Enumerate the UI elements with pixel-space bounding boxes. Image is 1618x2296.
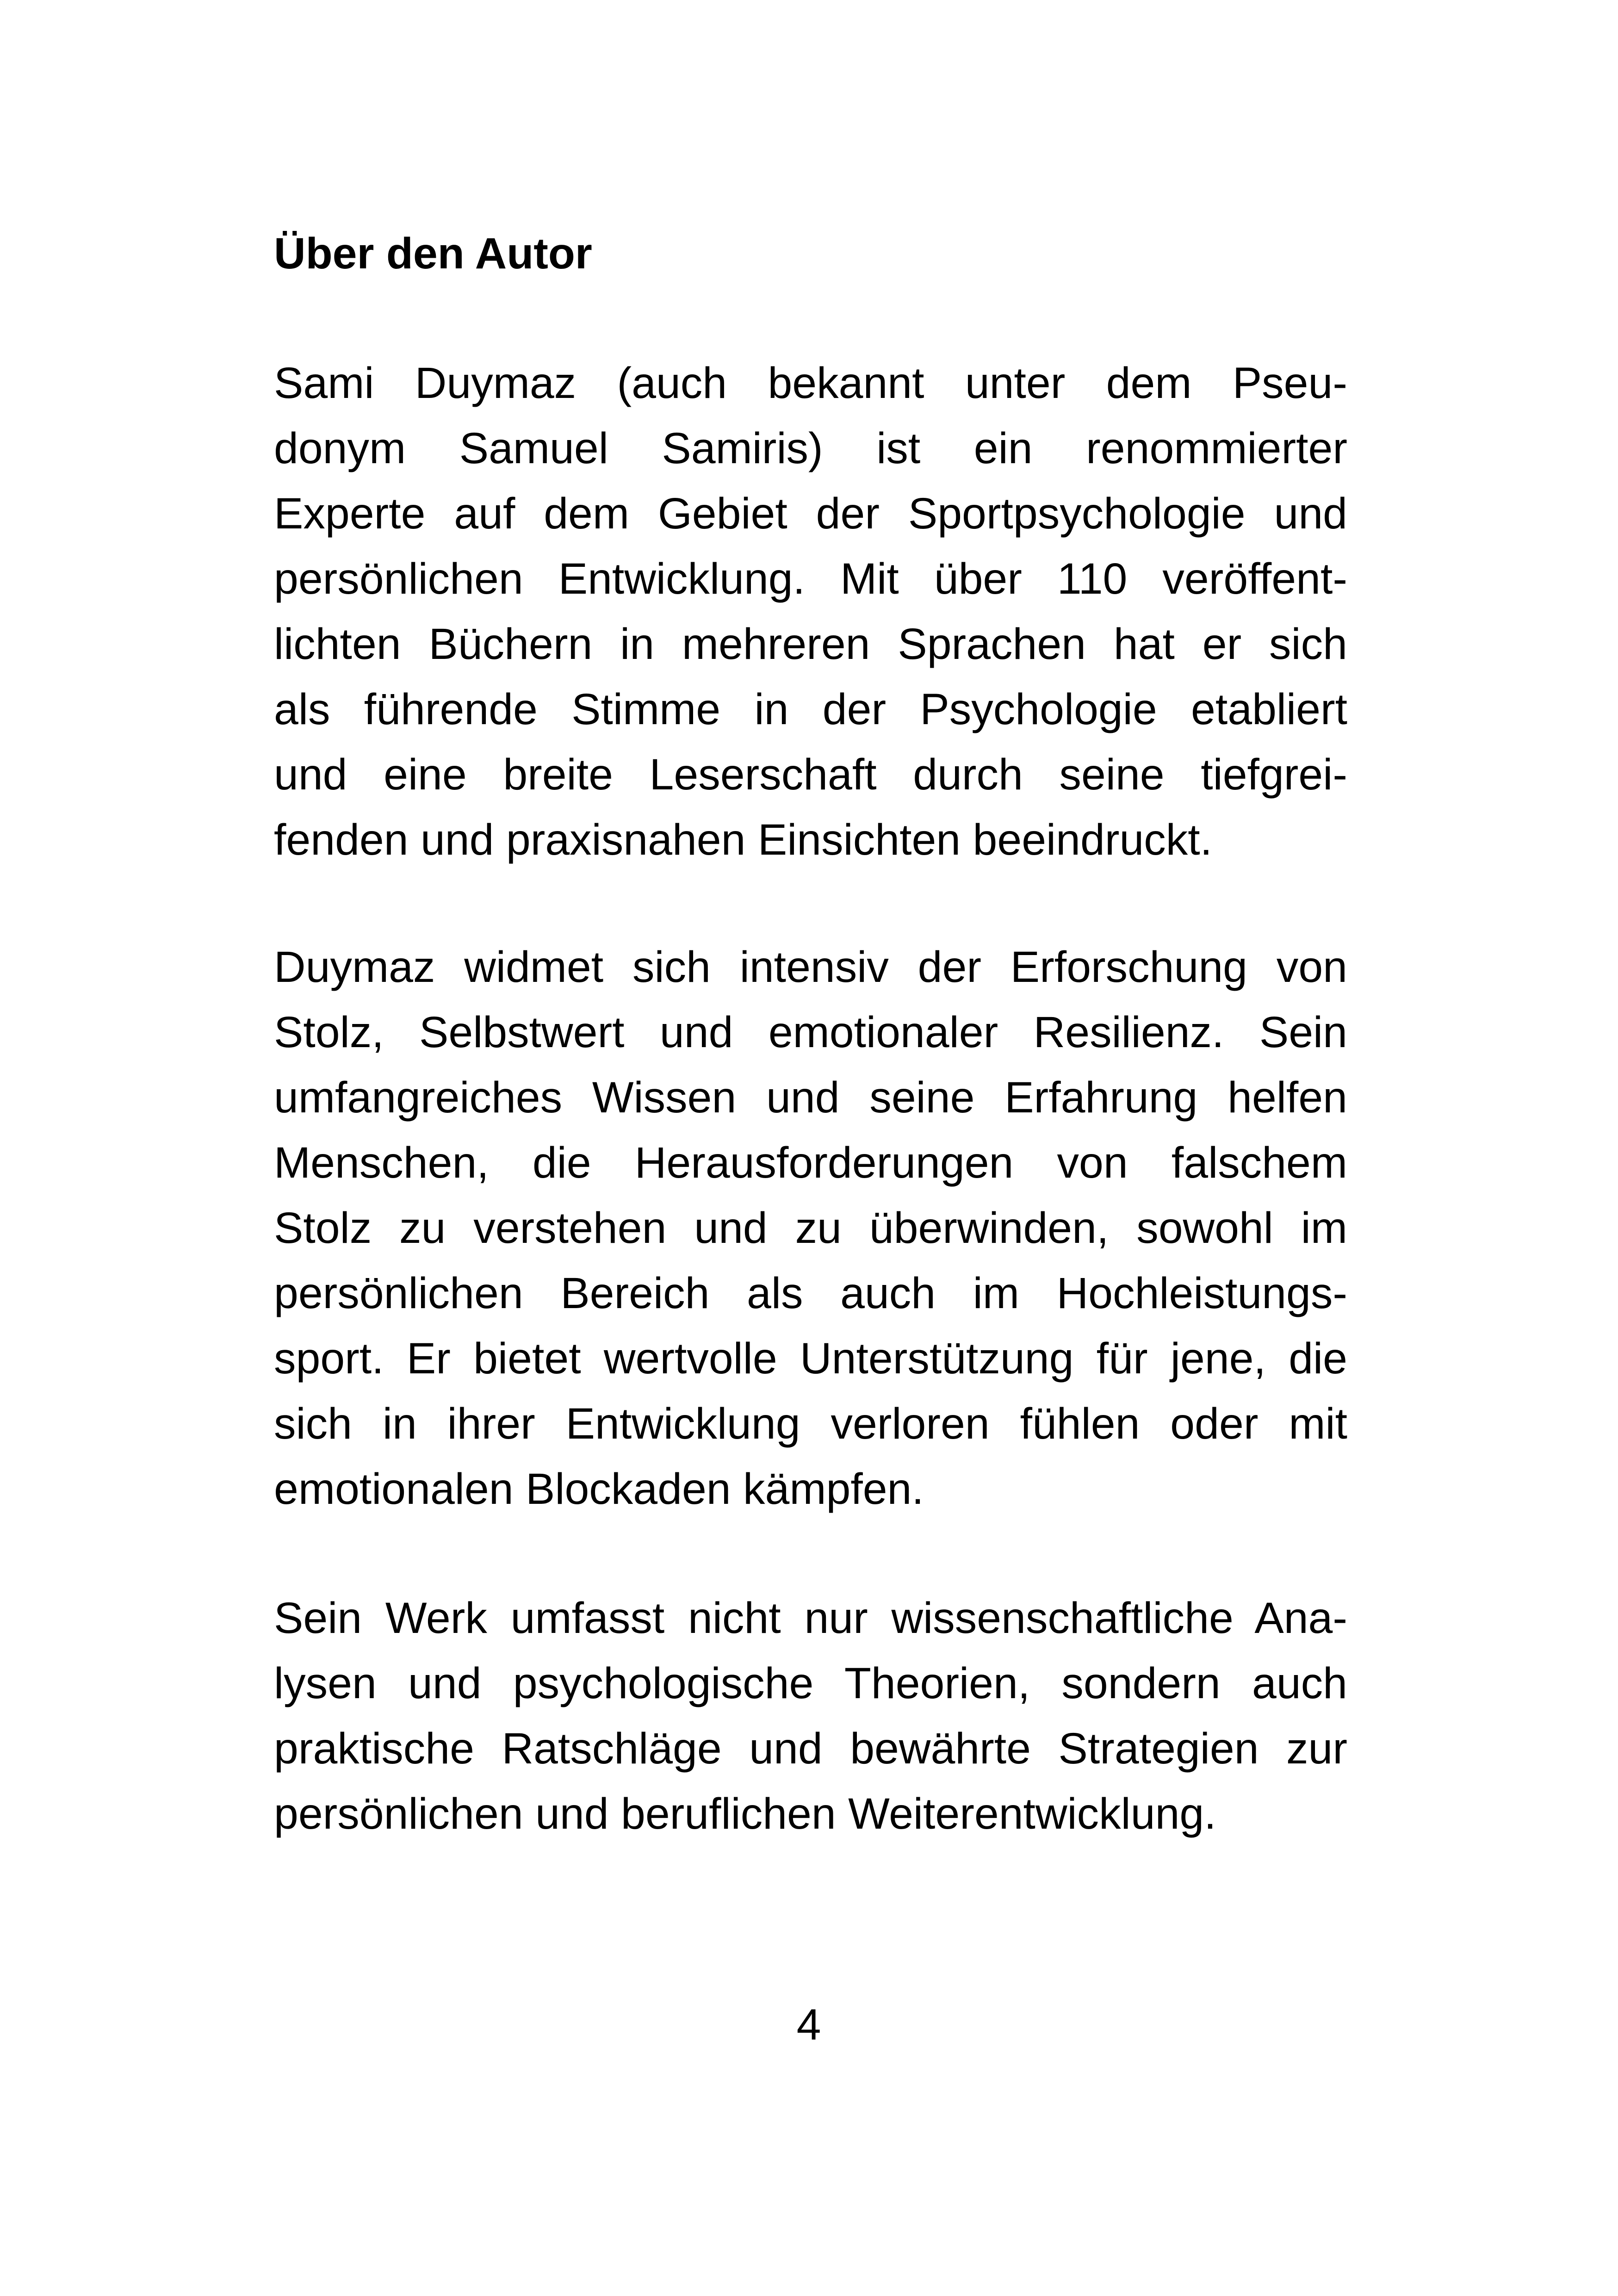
text-line: Duymaz widmet sich intensiv der Erforschung von [274, 943, 1347, 992]
text-line: lichten Büchern in mehreren Sprachen hat er sich [274, 620, 1347, 669]
text-line: persönlichen und beruflichen Weiterentwicklung. [274, 1789, 1216, 1838]
text-line: Sein Werk umfasst nicht nur wissenschaftliche Ana- [274, 1594, 1347, 1643]
text-line: fenden und praxisnahen Einsichten beeindruckt. [274, 815, 1213, 864]
text-line: sich in ihrer Entwicklung verloren fühlen oder mit [274, 1399, 1347, 1448]
text-line: und eine breite Leserschaft durch seine tiefgrei- [274, 750, 1347, 799]
text-line: Experte auf dem Gebiet der Sportpsychologie und [274, 489, 1347, 538]
text-line: donym Samuel Samiris) ist ein renommierter [274, 424, 1347, 473]
text-line: Stolz zu verstehen und zu überwinden, sowohl im [274, 1204, 1347, 1253]
paragraph-intro [274, 351, 1347, 873]
text-line: als führende Stimme in der Psychologie etabliert [274, 685, 1347, 734]
text-line: Stolz, Selbstwert und emotionaler Resilienz. Sein [274, 1008, 1347, 1057]
section-heading: Über den Autor [274, 229, 592, 278]
text-line: praktische Ratschläge und bewährte Strategien zur [274, 1724, 1347, 1773]
text-line: persönlichen Bereich als auch im Hochleistungs- [274, 1269, 1347, 1318]
text-line: emotionalen Blockaden kämpfen. [274, 1464, 924, 1514]
text-line: sport. Er bietet wertvolle Unterstützung für jene, die [274, 1334, 1347, 1383]
text-line: lysen und psychologische Theorien, sondern auch [274, 1659, 1347, 1708]
paragraph-work [274, 1586, 1347, 1847]
text-line: Sami Duymaz (auch bekannt unter dem Pseu- [274, 359, 1347, 408]
page-number: 4 [796, 2000, 821, 2049]
text-line: persönlichen Entwicklung. Mit über 110 veröffent- [274, 554, 1347, 603]
text-line: umfangreiches Wissen und seine Erfahrung helfen [274, 1073, 1347, 1122]
paragraph-focus [274, 935, 1347, 1522]
text-line: Menschen, die Herausforderungen von falschem [274, 1138, 1347, 1187]
